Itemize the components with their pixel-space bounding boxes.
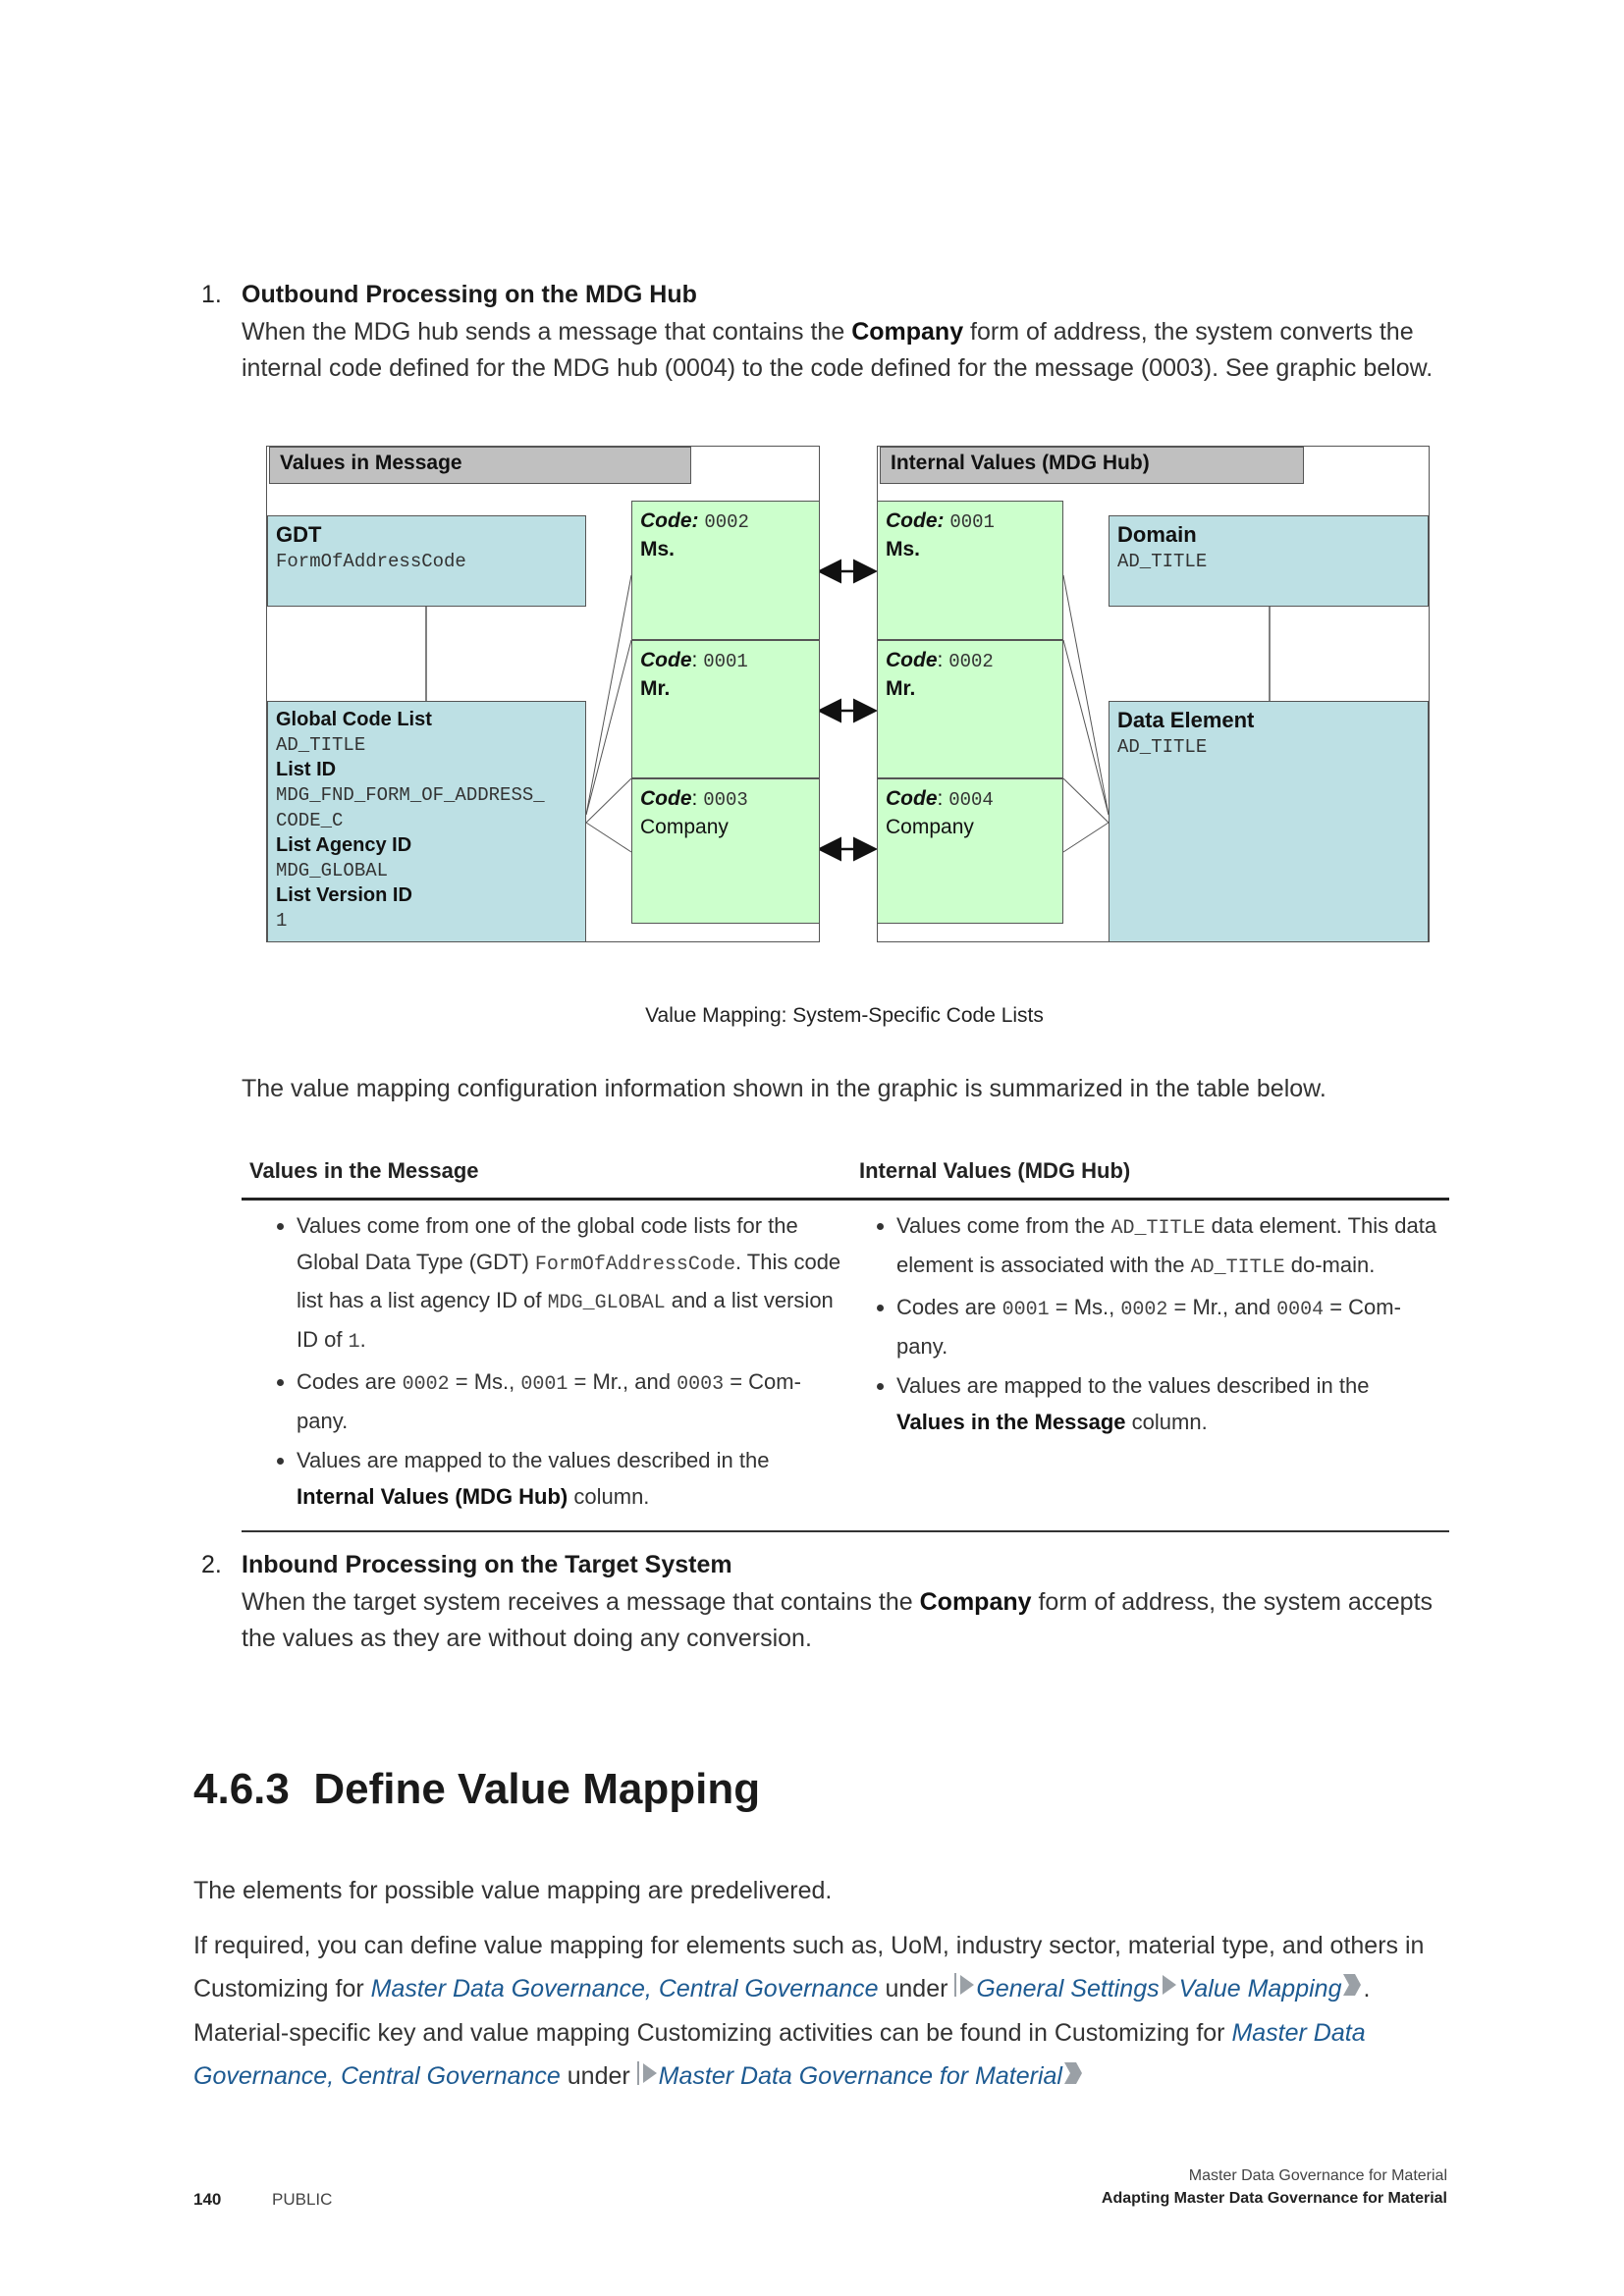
menu-path-separator-icon <box>1160 1968 1179 2011</box>
menu-path-end-icon <box>1341 1968 1363 2011</box>
step-2-text: When the target system receives a message that contains the Company form of address, the system accepts the values as they are without doing any conversion. <box>242 1588 1434 1652</box>
menu-path-start-icon <box>637 2056 659 2100</box>
menu-general-settings[interactable]: General Settings <box>976 1975 1160 2002</box>
hub-code-mr: Code: 0002 Mr. <box>877 640 1063 778</box>
message-code-mr: Code: 0001 Mr. <box>631 640 820 778</box>
list-item: • Values come from the AD_TITLE data element. This data element is associated with the AD_TITLE do-main. <box>896 1208 1441 1286</box>
list-item: • Codes are 0001 = Ms., 0002 = Mr., and 0004 = Com-pany. <box>896 1290 1441 1364</box>
step-1-title: Outbound Processing on the MDG Hub <box>242 281 697 308</box>
table-header-hub: Internal Values (MDG Hub) <box>851 1147 1449 1200</box>
value-mapping-table <box>242 1147 1449 1532</box>
values-in-message-header: Values in Message <box>269 447 691 484</box>
customizing-link-2[interactable]: Master Data Governance, Central Governance <box>193 2019 1366 2091</box>
menu-path-end-icon <box>1062 2056 1084 2100</box>
hub-code-company: Code: 0004 Company <box>877 778 1063 924</box>
menu-value-mapping[interactable]: Value Mapping <box>1178 1975 1342 2002</box>
step-2-title: Inbound Processing on the Target System <box>242 1551 732 1578</box>
customizing-link-1[interactable]: Master Data Governance, Central Governance <box>370 1975 879 2002</box>
figure-caption: Value Mapping: System-Specific Code Lists <box>645 1004 1044 1027</box>
global-code-list-box: Global Code List AD_TITLE List ID MDG_FND_FORM_OF_ADDRESS_ CODE_C List Agency ID MDG_GLOBAL List Version ID 1 <box>267 701 586 942</box>
internal-values-header: Internal Values (MDG Hub) <box>880 447 1304 484</box>
step-1-number: 1. <box>201 281 222 308</box>
table-cell-hub <box>851 1200 1449 1532</box>
summary-text: The value mapping configuration information shown in the graphic is summarized in the table below. <box>242 1075 1326 1102</box>
hub-code-ms: Code: 0001 Ms. <box>877 501 1063 640</box>
message-code-company: Code: 0003 Company <box>631 778 820 924</box>
section-heading: 4.6.3 Define Value Mapping <box>193 1765 761 1813</box>
step-1-text: When the MDG hub sends a message that contains the Company form of address, the system converts the internal code defined for the MDG hub (0004) to the code defined for the message (0003). See graphic below. <box>242 318 1434 382</box>
table-header-message: Values in the Message <box>242 1147 851 1200</box>
domain-box: Domain AD_TITLE <box>1109 515 1429 607</box>
message-code-ms: Code: 0002 Ms. <box>631 501 820 640</box>
footer-doc-title: Master Data Governance for Material <box>1188 2167 1447 2184</box>
list-item: • Codes are 0002 = Ms., 0001 = Mr., and 0003 = Com-pany. <box>297 1364 843 1439</box>
footer-chapter-title: Adapting Master Data Governance for Material <box>1101 2190 1447 2207</box>
menu-path-start-icon <box>954 1968 976 2011</box>
value-mapping-diagram <box>0 0 1624 982</box>
list-item: • Values come from one of the global code lists for the Global Data Type (GDT) FormOfAddressCode. This code list has a list agency ID of MDG_GLOBAL and a list version ID of 1. <box>297 1208 843 1361</box>
paragraph-customizing: If required, you can define value mapping for elements such as, UoM, industry sector, material type, and others in Customizing for Master Data Governance, Central Governance under General Settings Value Mapping . Material-specific key and value mapping Customizing activities can be found in Customizing for Master Data Governance, Central Governance under Master Data Governance for Material <box>193 1924 1460 2100</box>
list-item: • Values are mapped to the values described in the Internal Values (MDG Hub) column. <box>297 1443 843 1515</box>
table-cell-message <box>242 1200 851 1532</box>
step-2-number: 2. <box>201 1551 222 1578</box>
menu-mdg-material[interactable]: Master Data Governance for Material <box>658 2062 1062 2091</box>
paragraph-predelivered: The elements for possible value mapping are predelivered. <box>193 1877 833 1904</box>
list-item: • Values are mapped to the values described in the Values in the Message column. <box>896 1368 1441 1440</box>
gdt-box: GDT FormOfAddressCode <box>267 515 586 607</box>
data-element-box: Data Element AD_TITLE <box>1109 701 1429 942</box>
table-row <box>242 1200 1449 1532</box>
classification-label: PUBLIC <box>272 2190 333 2209</box>
page-number: 140 <box>193 2190 222 2209</box>
